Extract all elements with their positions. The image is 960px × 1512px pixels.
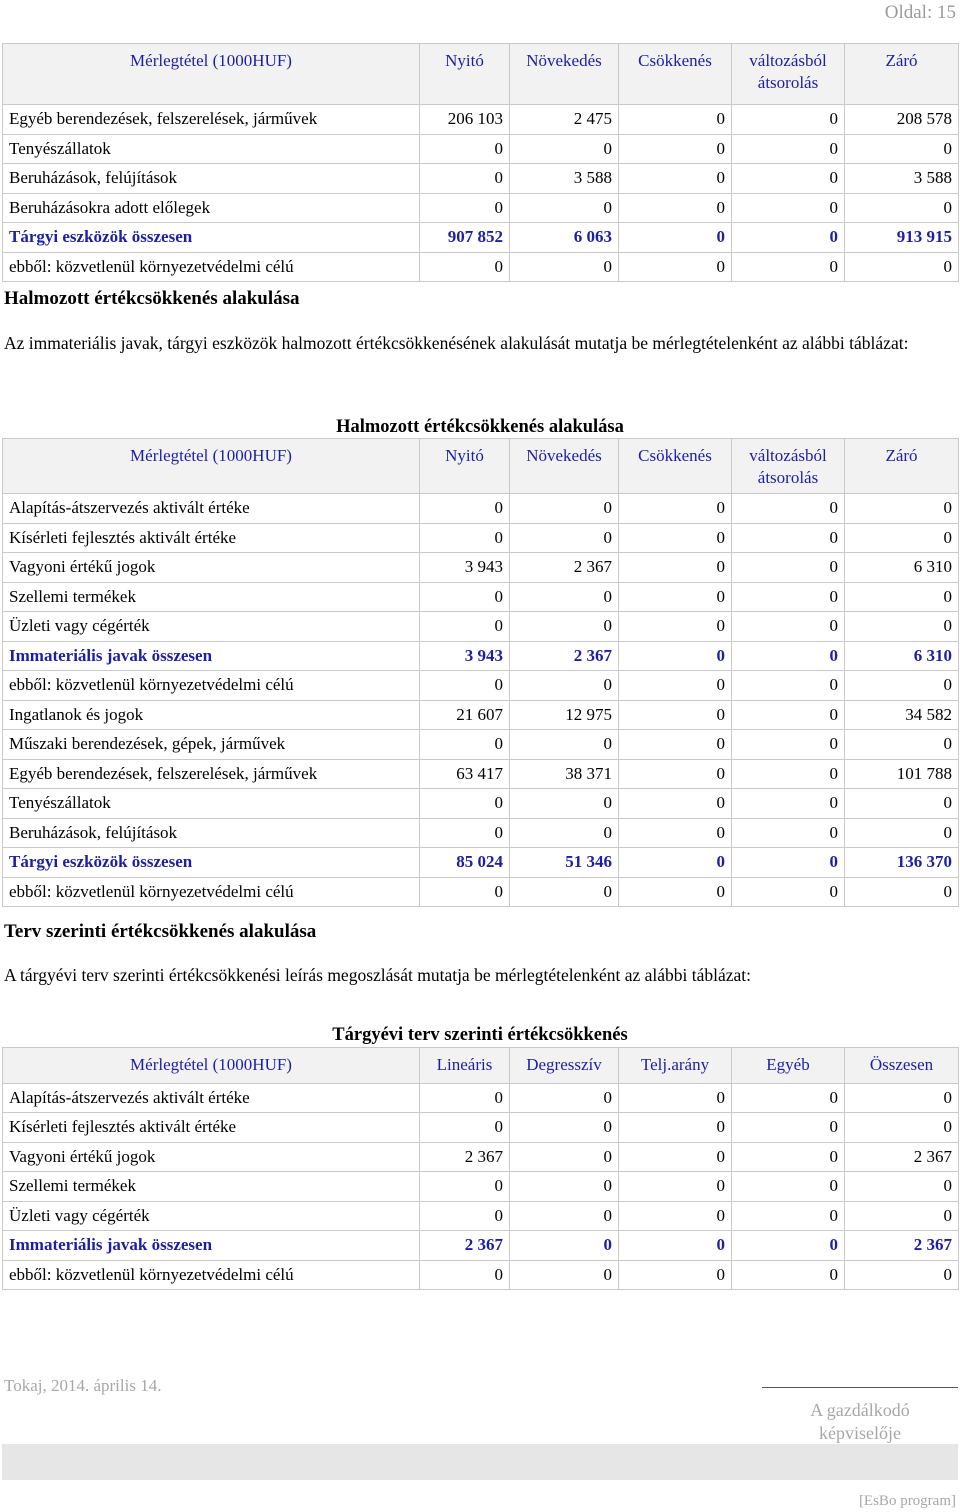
table-header-row	[3, 44, 959, 105]
row-value: 0	[619, 494, 732, 524]
row-label: Kísérleti fejlesztés aktivált értéke	[3, 523, 420, 553]
row-value: 0	[845, 494, 959, 524]
row-value: 0	[619, 1231, 732, 1261]
table-row	[3, 789, 959, 819]
row-value: 0	[420, 1201, 510, 1231]
signature-line	[762, 1387, 958, 1388]
row-value: 34 582	[845, 700, 959, 730]
row-value: 0	[619, 164, 732, 194]
row-value: 0	[619, 759, 732, 789]
table-row-total	[3, 641, 959, 671]
header-total: Összesen	[845, 1048, 959, 1084]
row-value: 0	[420, 789, 510, 819]
table-row-total	[3, 223, 959, 253]
row-value: 85 024	[420, 848, 510, 878]
row-value: 0	[619, 1083, 732, 1113]
table-row	[3, 1083, 959, 1113]
table-header-row	[3, 1048, 959, 1084]
row-label: Tárgyi eszközök összesen	[3, 223, 420, 253]
table-row	[3, 671, 959, 701]
row-value: 0	[732, 1260, 845, 1290]
row-value: 6 310	[845, 641, 959, 671]
row-value: 0	[619, 789, 732, 819]
row-value: 0	[510, 494, 619, 524]
row-value: 0	[619, 700, 732, 730]
section-paragraph: Az immateriális javak, tárgyi eszközök halmozott értékcsökkenésének alakulását mutatja be mérlegtételenként az alábbi táblázat:	[4, 333, 909, 353]
header-decrease: Csökkenés	[619, 44, 732, 105]
row-value: 0	[732, 223, 845, 253]
header-item: Mérlegtétel (1000HUF)	[3, 439, 420, 494]
table-row-total	[3, 848, 959, 878]
row-value: 0	[732, 641, 845, 671]
row-value: 0	[732, 582, 845, 612]
row-value: 0	[619, 523, 732, 553]
row-value: 0	[510, 612, 619, 642]
row-value: 0	[732, 1231, 845, 1261]
row-value: 0	[420, 523, 510, 553]
row-value: 913 915	[845, 223, 959, 253]
table-row	[3, 818, 959, 848]
section-heading-accumulated-depreciation: Halmozott értékcsökkenés alakulása	[4, 288, 300, 309]
row-value: 0	[845, 877, 959, 907]
row-value: 208 578	[845, 105, 959, 135]
row-value: 0	[732, 134, 845, 164]
row-value: 907 852	[420, 223, 510, 253]
row-label: Vagyoni értékű jogok	[3, 553, 420, 583]
row-label: Kísérleti fejlesztés aktivált értéke	[3, 1113, 420, 1143]
row-value: 0	[845, 1113, 959, 1143]
row-value: 0	[619, 818, 732, 848]
header-opening: Nyitó	[420, 44, 510, 105]
row-value: 0	[510, 193, 619, 223]
row-value: 0	[732, 1113, 845, 1143]
row-value: 0	[510, 1260, 619, 1290]
row-value: 0	[845, 671, 959, 701]
row-value: 0	[510, 818, 619, 848]
row-label: Immateriális javak összesen	[3, 641, 420, 671]
row-label: ebből: közvetlenül környezetvédelmi célú	[3, 1260, 420, 1290]
header-increase: Növekedés	[510, 439, 619, 494]
row-value: 206 103	[420, 105, 510, 135]
table-row	[3, 1113, 959, 1143]
footer-program: [EsBo program]	[858, 1493, 956, 1509]
row-label: Tenyészállatok	[3, 789, 420, 819]
row-value: 0	[510, 134, 619, 164]
row-value: 0	[845, 612, 959, 642]
row-label: Műszaki berendezések, gépek, járművek	[3, 730, 420, 760]
table-row-total	[3, 1231, 959, 1261]
row-label: ebből: közvetlenül környezetvédelmi célú	[3, 252, 420, 282]
row-value: 0	[420, 252, 510, 282]
signature-label: A gazdálkodó képviselője	[810, 1400, 910, 1443]
table-header-row	[3, 439, 959, 494]
row-value: 2 367	[420, 1231, 510, 1261]
row-label: Beruházások, felújítások	[3, 818, 420, 848]
row-label: Szellemi termékek	[3, 582, 420, 612]
row-value: 0	[619, 252, 732, 282]
footer-place-date: Tokaj, 2014. április 14.	[4, 1376, 162, 1395]
table-row	[3, 612, 959, 642]
row-value: 0	[510, 789, 619, 819]
header-other: Egyéb	[732, 1048, 845, 1084]
row-value: 0	[619, 105, 732, 135]
row-value: 0	[732, 1201, 845, 1231]
page-number: Oldal: 15	[884, 2, 956, 23]
table-caption: Tárgyévi terv szerinti értékcsökkenés	[332, 1025, 628, 1045]
row-value: 0	[619, 193, 732, 223]
section-heading-planned-depreciation: Terv szerinti értékcsökkenés alakulása	[4, 921, 317, 942]
row-label: Beruházások, felújítások	[3, 164, 420, 194]
row-value: 0	[420, 877, 510, 907]
row-value: 3 588	[510, 164, 619, 194]
header-performance: Telj.arány	[619, 1048, 732, 1084]
table-row	[3, 164, 959, 194]
row-value: 0	[845, 1201, 959, 1231]
header-linear: Lineáris	[420, 1048, 510, 1084]
row-label: Üzleti vagy cégérték	[3, 1201, 420, 1231]
row-value: 0	[420, 1083, 510, 1113]
row-value: 0	[510, 1231, 619, 1261]
row-value: 0	[619, 1113, 732, 1143]
row-value: 0	[732, 759, 845, 789]
row-label: Vagyoni értékű jogok	[3, 1142, 420, 1172]
row-label: Alapítás-átszervezés aktivált értéke	[3, 494, 420, 524]
row-label: Immateriális javak összesen	[3, 1231, 420, 1261]
table-row	[3, 700, 959, 730]
table-row	[3, 193, 959, 223]
header-opening: Nyitó	[420, 439, 510, 494]
row-value: 0	[510, 877, 619, 907]
row-label: Szellemi termékek	[3, 1172, 420, 1202]
row-value: 0	[845, 582, 959, 612]
row-label: Beruházásokra adott előlegek	[3, 193, 420, 223]
row-value: 0	[732, 553, 845, 583]
table-caption: Halmozott értékcsökkenés alakulása	[336, 417, 624, 437]
row-value: 2 367	[845, 1231, 959, 1261]
row-value: 0	[619, 877, 732, 907]
row-value: 0	[732, 193, 845, 223]
row-value: 0	[732, 612, 845, 642]
row-value: 0	[619, 641, 732, 671]
row-value: 0	[420, 612, 510, 642]
header-closing: Záró	[845, 439, 959, 494]
row-value: 0	[510, 252, 619, 282]
row-value: 0	[510, 1201, 619, 1231]
row-value: 0	[619, 848, 732, 878]
row-value: 3 943	[420, 641, 510, 671]
row-value: 0	[732, 1172, 845, 1202]
accumulated-depreciation-table	[2, 438, 959, 907]
row-value: 63 417	[420, 759, 510, 789]
table-row	[3, 105, 959, 135]
row-label: Egyéb berendezések, felszerelések, járművek	[3, 759, 420, 789]
row-value: 0	[420, 730, 510, 760]
table-row	[3, 494, 959, 524]
table-row	[3, 582, 959, 612]
row-value: 101 788	[845, 759, 959, 789]
row-value: 0	[732, 1083, 845, 1113]
header-reclassification: változásból átsorolás	[732, 439, 845, 494]
row-value: 0	[619, 223, 732, 253]
row-value: 0	[510, 523, 619, 553]
row-value: 6 310	[845, 553, 959, 583]
table-row	[3, 1142, 959, 1172]
row-label: Tárgyi eszközök összesen	[3, 848, 420, 878]
row-value: 0	[420, 818, 510, 848]
row-value: 0	[732, 164, 845, 194]
header-decrease: Csökkenés	[619, 439, 732, 494]
table-row	[3, 1172, 959, 1202]
row-value: 0	[420, 1113, 510, 1143]
row-value: 0	[619, 1142, 732, 1172]
row-value: 21 607	[420, 700, 510, 730]
row-value: 0	[845, 193, 959, 223]
row-value: 0	[510, 1083, 619, 1113]
row-value: 2 367	[845, 1142, 959, 1172]
row-value: 0	[732, 848, 845, 878]
header-increase: Növekedés	[510, 44, 619, 105]
row-value: 0	[420, 494, 510, 524]
row-value: 0	[845, 523, 959, 553]
header-closing: Záró	[845, 44, 959, 105]
row-value: 2 475	[510, 105, 619, 135]
table-row	[3, 1260, 959, 1290]
row-value: 0	[732, 789, 845, 819]
row-value: 0	[732, 252, 845, 282]
row-value: 2 367	[420, 1142, 510, 1172]
row-label: Üzleti vagy cégérték	[3, 612, 420, 642]
table-row	[3, 134, 959, 164]
row-label: ebből: közvetlenül környezetvédelmi célú	[3, 877, 420, 907]
row-value: 0	[420, 1260, 510, 1290]
row-label: Ingatlanok és jogok	[3, 700, 420, 730]
table-row	[3, 523, 959, 553]
row-value: 0	[420, 193, 510, 223]
row-value: 0	[510, 1172, 619, 1202]
row-value: 0	[619, 1172, 732, 1202]
row-value: 0	[732, 105, 845, 135]
row-value: 0	[619, 671, 732, 701]
row-value: 12 975	[510, 700, 619, 730]
row-value: 0	[845, 789, 959, 819]
row-value: 0	[732, 671, 845, 701]
row-value: 0	[732, 818, 845, 848]
header-item: Mérlegtétel (1000HUF)	[3, 1048, 420, 1084]
row-value: 0	[845, 252, 959, 282]
row-value: 136 370	[845, 848, 959, 878]
header-degressive: Degresszív	[510, 1048, 619, 1084]
row-value: 0	[732, 494, 845, 524]
header-item: Mérlegtétel (1000HUF)	[3, 44, 420, 105]
row-value: 0	[845, 134, 959, 164]
row-value: 0	[619, 730, 732, 760]
table-row	[3, 1201, 959, 1231]
row-value: 0	[845, 1260, 959, 1290]
row-label: ebből: közvetlenül környezetvédelmi célú	[3, 671, 420, 701]
row-value: 0	[510, 671, 619, 701]
row-value: 38 371	[510, 759, 619, 789]
row-value: 0	[732, 523, 845, 553]
row-value: 0	[845, 1083, 959, 1113]
row-value: 0	[845, 1172, 959, 1202]
fixed-assets-table	[2, 43, 959, 282]
row-value: 0	[420, 671, 510, 701]
row-value: 3 588	[845, 164, 959, 194]
row-value: 0	[420, 164, 510, 194]
row-value: 0	[619, 134, 732, 164]
table-row	[3, 759, 959, 789]
row-value: 0	[619, 582, 732, 612]
table-row	[3, 553, 959, 583]
row-value: 0	[510, 1142, 619, 1172]
table-row	[3, 252, 959, 282]
row-label: Alapítás-átszervezés aktivált értéke	[3, 1083, 420, 1113]
row-value: 0	[420, 1172, 510, 1202]
row-value: 0	[732, 730, 845, 760]
row-label: Egyéb berendezések, felszerelések, járművek	[3, 105, 420, 135]
table-row	[3, 730, 959, 760]
row-value: 0	[510, 582, 619, 612]
row-value: 0	[420, 134, 510, 164]
row-value: 0	[619, 1260, 732, 1290]
row-value: 6 063	[510, 223, 619, 253]
row-value: 51 346	[510, 848, 619, 878]
row-value: 0	[845, 730, 959, 760]
row-value: 0	[619, 553, 732, 583]
row-value: 0	[619, 612, 732, 642]
row-value: 0	[732, 1142, 845, 1172]
row-value: 2 367	[510, 553, 619, 583]
row-label: Tenyészállatok	[3, 134, 420, 164]
row-value: 0	[510, 1113, 619, 1143]
row-value: 0	[845, 818, 959, 848]
row-value: 2 367	[510, 641, 619, 671]
row-value: 0	[510, 730, 619, 760]
row-value: 0	[420, 582, 510, 612]
planned-depreciation-table	[2, 1047, 959, 1290]
row-value: 0	[732, 877, 845, 907]
header-reclassification: változásból átsorolás	[732, 44, 845, 105]
row-value: 0	[619, 1201, 732, 1231]
row-value: 0	[732, 700, 845, 730]
footer-bar	[2, 1444, 958, 1480]
section-paragraph: A tárgyévi terv szerinti értékcsökkenési leírás megoszlását mutatja be mérlegtételenként az alábbi táblázat:	[4, 965, 752, 985]
row-value: 3 943	[420, 553, 510, 583]
table-row	[3, 877, 959, 907]
